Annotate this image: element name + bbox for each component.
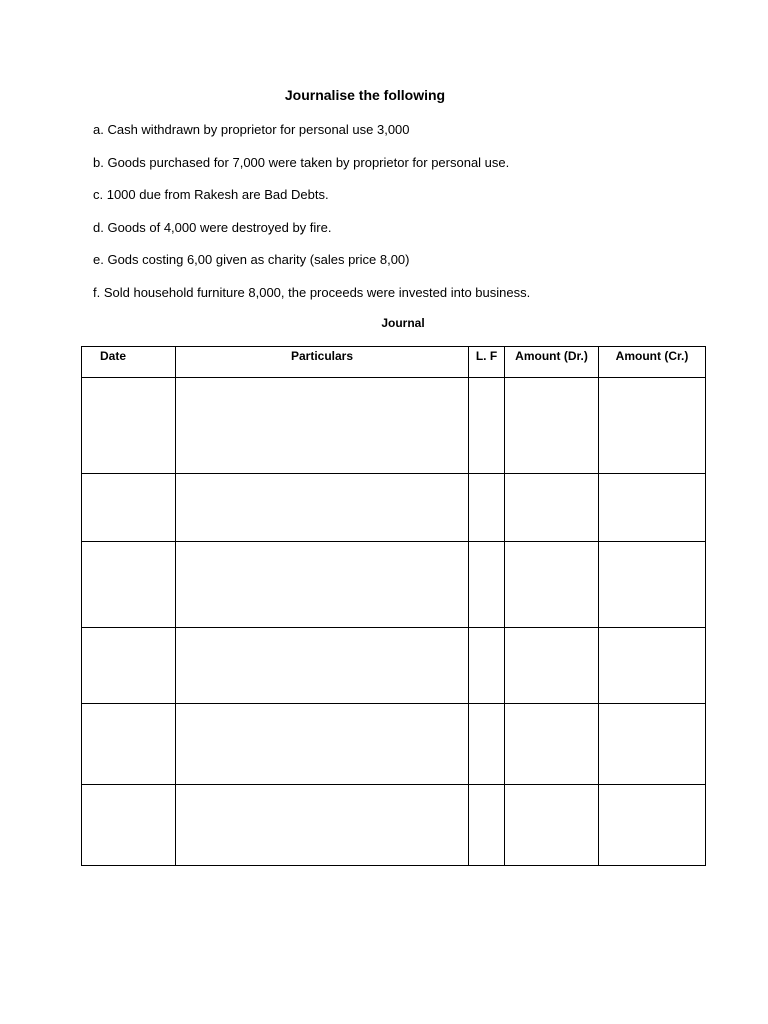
- amount-dr-cell: [505, 704, 599, 785]
- amount-cr-cell: [599, 704, 706, 785]
- amount-dr-cell: [505, 474, 599, 542]
- journal-table: [81, 346, 706, 866]
- particulars-cell: [176, 785, 469, 866]
- column-header-lf: L. F: [469, 347, 505, 378]
- table-row: [82, 474, 706, 542]
- amount-dr-cell: [505, 785, 599, 866]
- particulars-cell: [176, 628, 469, 704]
- table-row: [82, 628, 706, 704]
- date-cell: [82, 542, 176, 628]
- question-f: f. Sold household furniture 8,000, the proceeds were invested into business.: [93, 284, 531, 300]
- amount-dr-cell: [505, 628, 599, 704]
- question-list: [93, 121, 530, 317]
- particulars-cell: [176, 542, 469, 628]
- journal-header-row: [82, 347, 706, 378]
- table-row: [82, 704, 706, 785]
- amount-cr-cell: [599, 628, 706, 704]
- question-e: e. Gods costing 6,00 given as charity (sales price 8,00): [93, 252, 410, 268]
- table-row: [82, 542, 706, 628]
- lf-cell: [469, 785, 505, 866]
- amount-cr-cell: [599, 785, 706, 866]
- lf-cell: [469, 542, 505, 628]
- amount-cr-cell: [599, 378, 706, 474]
- lf-cell: [469, 474, 505, 542]
- date-cell: [82, 474, 176, 542]
- lf-cell: [469, 378, 505, 474]
- column-header-date: Date: [82, 347, 176, 378]
- particulars-cell: [176, 474, 469, 542]
- date-cell: [82, 628, 176, 704]
- question-d: d. Goods of 4,000 were destroyed by fire.: [93, 219, 332, 235]
- lf-cell: [469, 628, 505, 704]
- date-cell: [82, 704, 176, 785]
- particulars-cell: [176, 704, 469, 785]
- amount-cr-cell: [599, 542, 706, 628]
- question-a: a. Cash withdrawn by proprietor for personal use 3,000: [93, 122, 410, 137]
- table-row: [82, 378, 706, 474]
- date-cell: [82, 785, 176, 866]
- amount-dr-cell: [505, 542, 599, 628]
- column-header-amount-cr: Amount (Cr.): [599, 347, 706, 378]
- question-b: b. Goods purchased for 7,000 were taken by proprietor for personal use.: [93, 154, 510, 170]
- date-cell: [82, 378, 176, 474]
- column-header-amount-dr: Amount (Dr.): [505, 347, 599, 378]
- page-title: Journalise the following: [284, 87, 446, 103]
- journal-title: Journal: [381, 316, 425, 330]
- question-c: c. 1000 due from Rakesh are Bad Debts.: [93, 187, 329, 203]
- amount-cr-cell: [599, 474, 706, 542]
- table-row: [82, 785, 706, 866]
- lf-cell: [469, 704, 505, 785]
- particulars-cell: [176, 378, 469, 474]
- amount-dr-cell: [505, 378, 599, 474]
- column-header-particulars: Particulars: [176, 347, 469, 378]
